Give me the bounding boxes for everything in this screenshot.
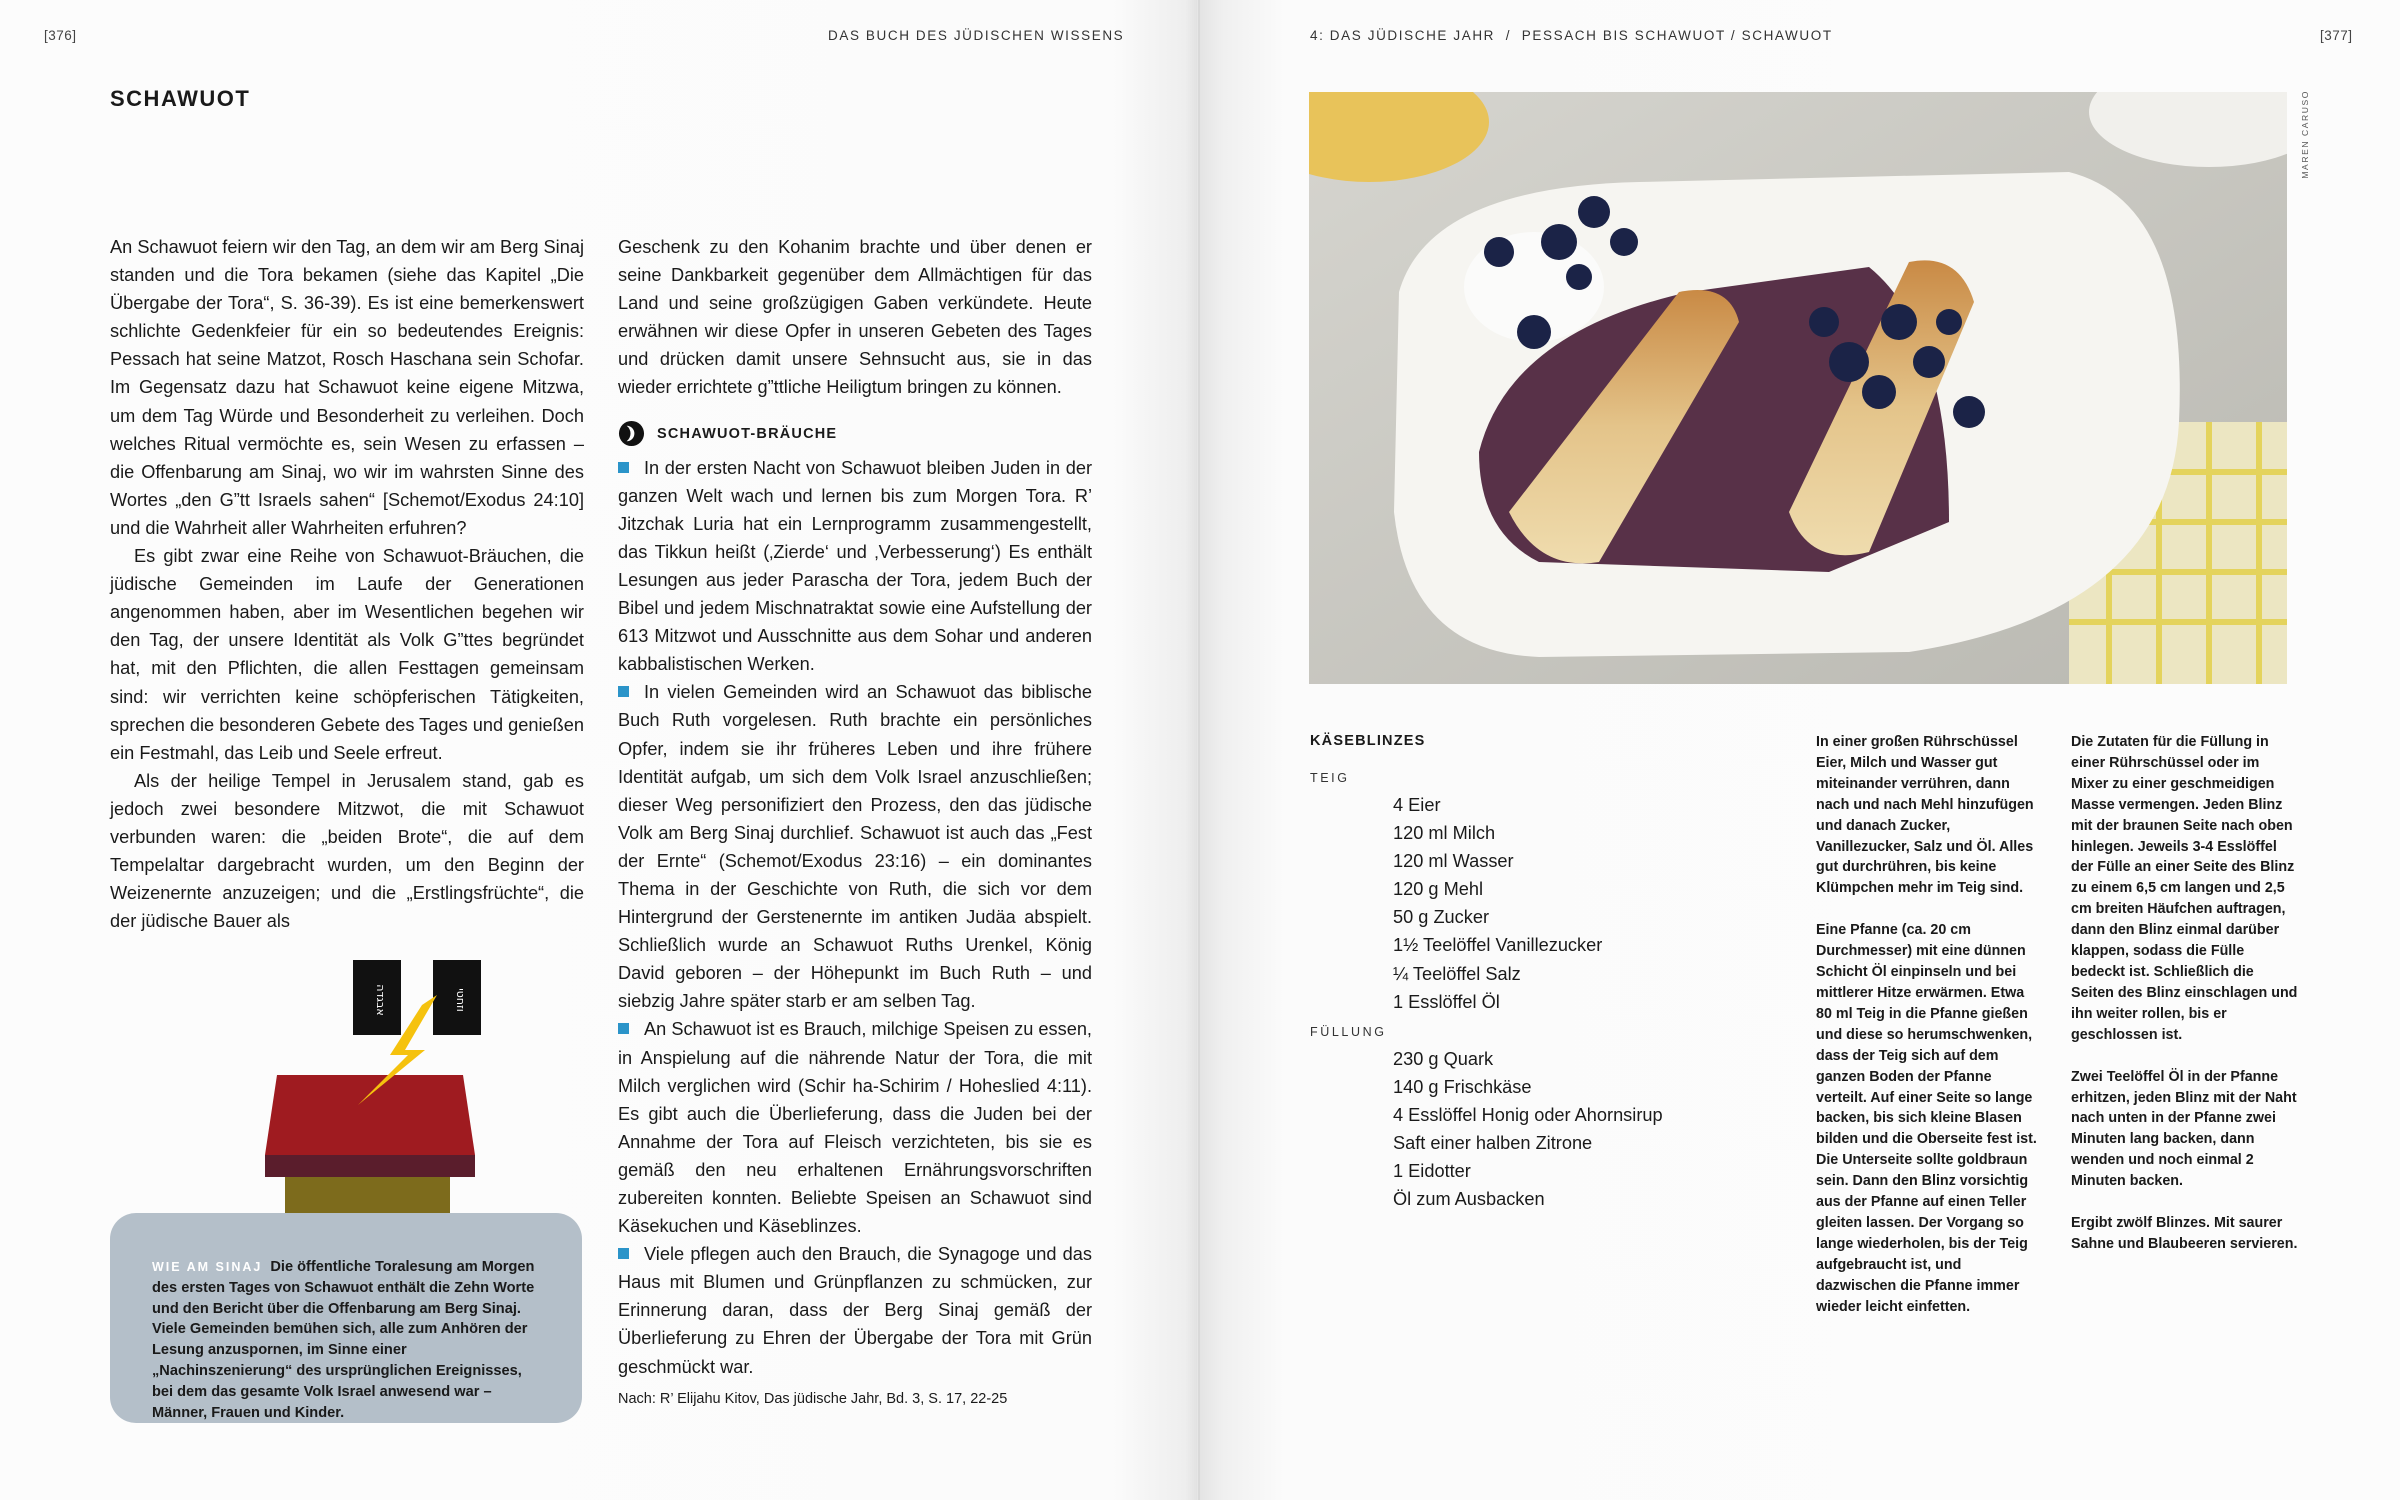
paragraph: Als der heilige Tempel in Jerusalem stand, gab es jedoch zwei besondere Mitzwot, die mit Schawuot verbunden waren: die „beiden Brote“, die auf dem Tempelaltar dargebracht wurden, um den Beginn der Weizenernte anzuzeigen; und die „Erstlingsfrüchte“, die der jüdische Bauer als [110,770,584,932]
blintzes-photo [1309,92,2287,684]
tablet-left-text: אבגדה [374,984,387,1016]
bullet-text: An Schawuot ist es Brauch, milchige Speisen zu essen, in Anspielung auf die nährende Natur der Tora, die mit Milch verglichen wird (Schir ha-Schirim / Hoheslied 4:11). Es gibt auch die Überlieferung, dass die Juden bei der Annahme der Tora auf Fleisch verzichteten, bis sie es gemäß den neu erhaltenen Ernährungsvorschriften zubereiten konnten. Beliebte Speisen an Schawuot sind Käsekuchen und Käseblinzes. [618,1019,1092,1237]
ingredient: 50 g Zucker [1393,907,1490,928]
source-note: Nach: R’ Elijahu Kitov, Das jüdische Jahr, Bd. 3, S. 17, 22-25 [618,1390,1008,1407]
info-box-text: Die öffentliche Toralesung am Morgen des ersten Tages von Schawuot enthält die Zehn Worte und den Bericht über die Offenbarung am Berg Sinaj. Viele Gemeinden bemühen sich, alle zum Anhören der Lesung anzuspornen, im Sinne einer „Nachinszenierung“ des ursprünglichen Ereignisses, bei dem das gesamte Volk Israel anwesend war – Männer, Frauen und Kinder. [152,1259,535,1421]
info-box [110,1213,582,1423]
ingredient: 4 Esslöffel Honig oder Ahornsirup [1393,1105,1663,1126]
ingredient: ¼ Teelöffel Salz [1393,963,1521,984]
teig-label: TEIG [1310,771,1350,785]
ingredient: 230 g Quark [1393,1049,1494,1069]
photo-credit: MAREN CARUSO [2300,90,2310,179]
ingredient: 1 Eidotter [1393,1161,1471,1182]
bullet-icon [618,1023,629,1034]
right-page [1200,0,2400,1500]
bullet-text: In vielen Gemeinden wird an Schawuot das biblische Buch Ruth vorgelesen. Ruth brachte ein persönliches Opfer, indem sie ihr früheres Leben und ihre frühere Identität aufgab, um sich dem Volk Israel anzuschließen; dieser Weg personifiziert den Prozess, den das jüdische Volk am Berg Sinaj durchlief. Schawuot ist auch das „Fest der Ernte“ (Schemot/Exodus 23:16) – ein dominantes Thema in der Geschichte von Ruth, die sich vor dem Hintergrund der Gerstenernte im antiken Judäa abspielt. Schließlich wurde an Schawuot Ruths Urenkel, König David geboren – der Höhepunkt im Buch Ruth – und siebzig Jahre später starb er am selben Tag. [618,682,1092,1012]
customs-heading [618,418,1092,450]
section-marker-icon [618,420,645,447]
paragraph: Geschenk zu den Kohanim brachte und über denen er seine Dankbarkeit gegenüber dem Allmächtigen für das Land und seine großzügigen Gaben verkündete. Heute erwähnen wir diese Opfer in unseren Gebeten des Tages und drücken damit unsere Sehnsucht aus, sie in das wieder errichtete g”ttliche Heiligtum bringen zu können. [618,237,1092,398]
bullet-icon [618,686,629,697]
info-box-label: WIE AM SINAJ [152,1260,263,1274]
ingredient: 1½ Teelöffel Vanillezucker [1393,935,1603,956]
ingredient: 4 Eier [1393,795,1441,815]
ingredient: 120 ml Milch [1393,823,1496,844]
ingredient: 120 g Mehl [1393,879,1483,900]
recipe-title: KÄSEBLINZES [1310,733,1426,749]
page-number-right: [377] [2320,28,2353,43]
bullet-icon [618,462,629,473]
fuellung-label: FÜLLUNG [1310,1025,1387,1039]
ingredient: 140 g Frischkäse [1393,1077,1532,1098]
recipe-steps-a [1816,732,2042,1338]
tablet-right-text: וזחטי [454,988,467,1012]
paragraph: Es gibt zwar eine Reihe von Schawuot-Bräuchen, die jüdische Gemeinden im Laufe der Generationen angenommen haben, aber im Wesentlichen begehen wir den Tag, der unsere Identität als Volk G”ttes begründet hat, mit den Pflichten, die allen Festtagen gemeinsam sind: wir verrichten keine schöpferischen Tätigkeiten, sprechen die besonderen Gebete des Tages und genießen ein Festmahl, das Leib und Seele erfreut. [110,546,584,763]
step: Die Zutaten für die Füllung in einer Rührschüssel oder im Mixer zu einer geschmeidigen Masse vermengen. Jeden Blinz mit der braunen Seite nach oben hinlegen. Jeweils 3-4 Esslöffel der Fülle an einer Seite des Blinz zu einem 6,5 cm langen und 2,5 cm breiten Häufchen auftragen, dann den Blinz einmal darüber klappen, sodass die Fülle bedeckt ist. Schließlich die Seiten des Blinz einschlagen und ihn weiter rollen, bis er geschlossen ist. [2071,734,2298,1043]
bullet-item [618,1015,1092,1240]
step: Ergibt zwölf Blinzes. Mit saurer Sahne und Blaubeeren servieren. [2071,1215,2298,1252]
bullet-item [618,1240,1092,1380]
page-number-left: [376] [44,28,77,43]
bullet-item [618,454,1092,679]
ingredient: 1 Esslöffel Öl [1393,991,1500,1012]
bullet-text: In der ersten Nacht von Schawuot bleiben Juden in der ganzen Welt wach und lernen bis zum Morgen Tora. R’ Jitzchak Luria hat ein Lernprogramm zusammengestellt, das Tikkun heißt (‚Zierde‘ und ‚Verbesserung‘) Es enthält Lesungen aus jeder Parascha der Tora, jedem Buch der Bibel und jedem Mischnatraktat sowie eine Aufstellung der 613 Mitzwot und Ausschnitte aus dem Sohar und anderen kabbalistischen Werken. [618,457,1092,675]
page-title: SCHAWUOT [110,86,251,111]
bullet-text: Viele pflegen auch den Brauch, die Synagoge und das Haus mit Blumen und Grünpflanzen zu schmücken, zur Erinnerung daran, dass der Berg Sinaj gemäß der Überlieferung zu Ehren der Übergabe der Tora mit Grün geschmückt war. [618,1244,1092,1377]
fuellung-ingredients [1393,1045,1663,1214]
customs-heading-text: SCHAWUOT-BRÄUCHE [657,425,838,442]
ingredient: 120 ml Wasser [1393,851,1514,872]
ingredient: Saft einer halben Zitrone [1393,1133,1593,1154]
lectern-top-icon [265,1075,475,1155]
running-head-right: 4: DAS JÜDISCHE JAHR / PESSACH BIS SCHAWUOT / SCHAWUOT [1310,28,1833,43]
bullet-item [618,678,1092,1015]
body-column-2 [618,233,1092,1409]
teig-ingredients [1393,791,1602,1016]
left-page [0,0,1198,1500]
tablets-lectern-illustration [250,955,510,1245]
bullet-icon [618,1248,629,1259]
body-column-1 [110,233,584,935]
ingredient: Öl zum Ausbacken [1393,1189,1545,1210]
step: Zwei Teelöffel Öl in der Pfanne erhitzen, jeden Blinz mit der Naht nach unten in der Pfanne zwei Minuten lang backen, dann wenden und noch einmal 2 Minuten backen. [2071,1068,2297,1190]
recipe-steps-b [2071,732,2299,1276]
step: In einer großen Rührschüssel Eier, Milch und Wasser gut miteinander verrühren, dann nach und nach Mehl hinzufügen und danach Zucker, Vanillezucker, Salz und Öl. Alles gut durchrühren, bis keine Klümpchen mehr im Teig sind. [1816,734,2034,897]
step: Eine Pfanne (ca. 20 cm Durchmesser) mit eine dünnen Schicht Öl einpinseln und bei mittlerer Hitze erwärmen. Etwa 80 ml Teig in die Pfanne gießen und diese so herumschwenken, dass der Teig sich auf dem ganzen Boden der Pfanne verteilt. Auf einer Seite so lange backen, bis sich kleine Blasen bilden und die Oberseite fest ist. Die Unterseite sollte goldbraun sein. Dann den Blinz vorsichtig aus der Pfanne auf einen Teller gleiten lassen. Der Vorgang so lange wiederholen, bis der Teig aufgebraucht ist, und dazwischen die Pfanne immer wieder leicht einfetten. [1816,922,2037,1315]
paragraph: An Schawuot feiern wir den Tag, an dem wir am Berg Sinaj standen und die Tora bekamen (siehe das Kapitel „Die Übergabe der Tora“, S. 36-39). Es ist eine bemerkenswert schlichte Gedenkfeier für ein so bedeutendes Ereignis: Pessach hat seine Matzot, Rosch Haschana sein Schofar. Im Gegensatz dazu hat Schawuot keine eigene Mitzwa, um dem Tag Würde und Besonderheit zu verleihen. Doch welches Ritual vermöchte es, sein Wesen zu erfassen – die Offenbarung am Sinaj, wo wir im wahrsten Sinne des Wortes „den G”tt Israels sahen“ [Schemot/Exodus 24:10] und die Wahrheit aller Wahrheiten erfuhren? [110,237,584,538]
running-head-left: DAS BUCH DES JÜDISCHEN WISSENS [828,28,1125,43]
